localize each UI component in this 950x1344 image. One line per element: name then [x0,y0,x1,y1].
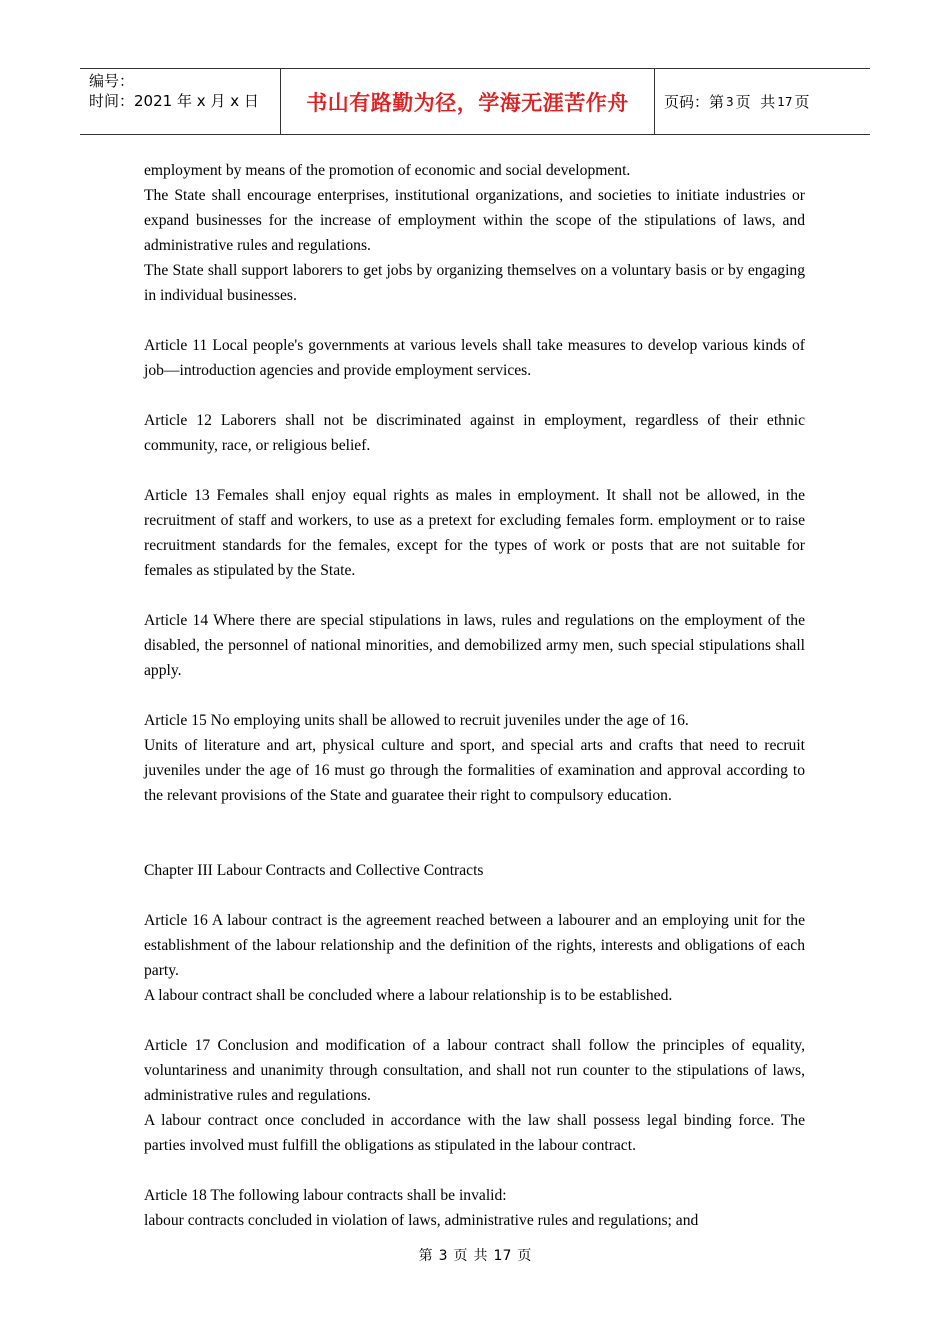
document-number-label: 编号： [89,72,135,90]
date-month: x [196,92,206,110]
header-page-cell [655,69,870,134]
page-header [80,68,870,135]
document-date [89,91,280,111]
date-year-unit: 年 [176,92,192,110]
article-11: Article 11 Local people's governments at various levels shall take measures to develop various kinds of job—introduction agencies and provide employment services. [144,337,805,379]
paragraph: A labour contract shall be concluded where a labour relationship is to be established. [144,987,673,1004]
header-page-unit: 页 [735,93,751,111]
footer-page-current: 3 [438,1248,448,1264]
header-page-current: 3 [726,94,734,109]
document-body [144,158,805,1233]
header-page-total: 17 [777,94,793,109]
header-page-label: 页码：第 [664,93,725,111]
paragraph: labour contracts concluded in violation of laws, administrative rules and regulations; and [144,1212,699,1229]
footer-total-prefix: 共 [473,1248,488,1264]
article-15: Article 15 No employing units shall be allowed to recruit juveniles under the age of 16. [144,712,689,729]
paragraph: The State shall support laborers to get jobs by organizing themselves on a voluntary basis or by engaging in individual businesses. [144,262,805,304]
date-month-unit: 月 [210,92,226,110]
date-year: 2021 [134,92,173,110]
footer-page-unit: 页 [453,1248,468,1264]
article-17: Article 17 Conclusion and modification of a labour contract shall follow the principles of equality, voluntariness and unanimity through consultation, and shall not run counter to the stipulations of laws, administrative rules and regulations. [144,1037,805,1104]
footer-total-unit: 页 [517,1248,532,1264]
article-16: Article 16 A labour contract is the agreement reached between a labourer and an employing unit for the establishment of the labour relationship and the definition of the rights, interests and obligations of each party. [144,912,805,979]
footer-page-total: 17 [493,1248,512,1264]
paragraph: A labour contract once concluded in accordance with the law shall possess legal binding force. The parties involved must fulfill the obligations as stipulated in the labour contract. [144,1112,805,1154]
article-18: Article 18 The following labour contracts shall be invalid: [144,1187,507,1204]
chapter-heading: Chapter III Labour Contracts and Collective Contracts [144,862,484,879]
article-12: Article 12 Laborers shall not be discriminated against in employment, regardless of their ethnic community, race, or religious belief. [144,412,805,454]
date-day: x [230,92,240,110]
header-meta-cell [80,69,281,134]
article-14: Article 14 Where there are special stipulations in laws, rules and regulations on the employment of the disabled, the personnel of national minorities, and demobilized army men, such special stipulations shall apply. [144,612,805,679]
header-total-unit: 页 [794,93,810,111]
page-footer [0,1245,950,1265]
date-label: 时间： [89,92,135,110]
header-total-label: 共 [760,93,776,111]
header-motto: 书山有路勤为径，学海无涯苦作舟 [306,90,629,115]
paragraph: The State shall encourage enterprises, institutional organizations, and societies to initiate industries or expand businesses for the increase of employment within the scope of the stipulations of laws, and administrative rules and regulations. [144,187,805,254]
article-13: Article 13 Females shall enjoy equal rights as males in employment. It shall not be allowed, in the recruitment of staff and workers, to use as a pretext for excluding females form. employment or to raise recruitment standards for the females, except for the types of work or posts that are not suitable for females as stipulated by the State. [144,487,805,579]
footer-page-prefix: 第 [418,1248,433,1264]
paragraph: Units of literature and art, physical culture and sport, and special arts and crafts that need to recruit juveniles under the age of 16 must go through the formalities of examination and approval according to the relevant provisions of the State and guaratee their right to compulsory education. [144,737,805,804]
date-day-unit: 日 [243,92,259,110]
paragraph: employment by means of the promotion of economic and social development. [144,162,631,179]
header-motto-cell [281,69,655,134]
